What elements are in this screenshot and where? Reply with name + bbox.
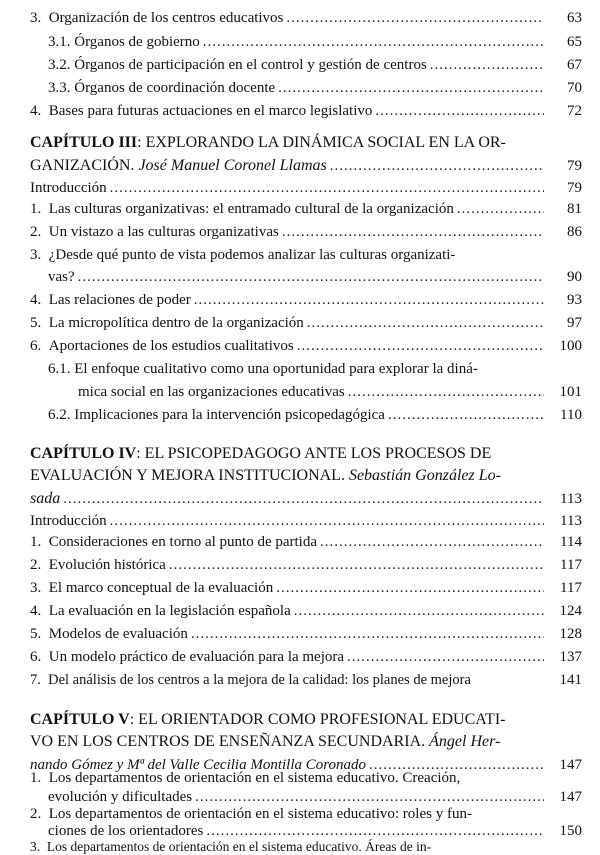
dot-leader bbox=[194, 290, 544, 310]
dot-leader bbox=[191, 624, 544, 644]
dot-leader bbox=[348, 382, 544, 402]
entry-title: ciones de los orientadores bbox=[48, 823, 204, 839]
entry-number: 6. bbox=[30, 649, 42, 665]
toc-subentry bbox=[48, 359, 582, 379]
chapter-title: GANIZACIÓN. bbox=[30, 157, 135, 174]
dot-leader bbox=[320, 532, 544, 552]
chapter-heading bbox=[30, 133, 582, 153]
entry-page: 81 bbox=[567, 201, 582, 217]
entry-title: Los departamentos de orientación en el sistema educativo. Áreas de in- bbox=[46, 839, 432, 854]
entry-page: 70 bbox=[567, 80, 582, 96]
toc-entry bbox=[30, 290, 582, 310]
entry-number: 3.3. bbox=[48, 80, 71, 96]
entry-title: Bases para futuras actuaciones en el marco legislativo bbox=[48, 103, 373, 119]
toc-entry bbox=[30, 555, 582, 575]
entry-page: 117 bbox=[560, 580, 582, 596]
chapter-title: EVALUACIÓN Y MEJORA INSTITUCIONAL. bbox=[30, 467, 345, 484]
entry-page: 67 bbox=[567, 57, 582, 73]
chapter-heading bbox=[30, 710, 582, 730]
toc-entry bbox=[30, 670, 582, 690]
entry-page: 137 bbox=[559, 649, 582, 665]
entry-page: 65 bbox=[567, 34, 582, 50]
entry-page: 63 bbox=[567, 10, 582, 26]
entry-page: 93 bbox=[567, 292, 582, 308]
entry-page: 100 bbox=[559, 338, 582, 354]
entry-number: 5. bbox=[30, 626, 42, 642]
dot-leader bbox=[110, 511, 544, 531]
entry-number: 3.2. bbox=[48, 57, 71, 73]
entry-page: 79 bbox=[567, 158, 582, 174]
dot-leader bbox=[276, 578, 544, 598]
chapter-author: Ángel Her- bbox=[429, 733, 501, 750]
entry-number: 1. bbox=[30, 770, 42, 786]
entry-page: 150 bbox=[559, 823, 582, 839]
entry-page: 90 bbox=[567, 269, 582, 285]
chapter-label: CAPÍTULO IV bbox=[30, 445, 137, 462]
dot-leader bbox=[330, 156, 544, 176]
toc-entry bbox=[30, 647, 582, 667]
entry-title: Implicaciones para la intervención psicopedagógica bbox=[74, 407, 385, 423]
entry-number: 3. bbox=[30, 247, 42, 263]
toc-entry bbox=[30, 222, 582, 242]
toc-entry bbox=[30, 199, 582, 219]
dot-leader bbox=[286, 8, 544, 28]
toc-entry bbox=[30, 101, 582, 121]
dot-leader bbox=[430, 55, 544, 75]
dot-leader bbox=[457, 199, 544, 219]
entry-title: Órganos de coordinación docente bbox=[74, 80, 276, 96]
entry-title: Consideraciones en torno al punto de partida bbox=[48, 534, 318, 550]
entry-page: 110 bbox=[560, 407, 582, 423]
entry-page: 97 bbox=[567, 315, 582, 331]
entry-title: Las relaciones de poder bbox=[48, 292, 191, 308]
toc-entry bbox=[30, 578, 582, 598]
entry-page: 113 bbox=[560, 491, 582, 507]
chapter-author: sada bbox=[30, 490, 61, 507]
entry-number: 3. bbox=[30, 839, 41, 854]
entry-title: El enfoque cualitativo como una oportunidad para explorar la diná- bbox=[74, 361, 478, 377]
entry-title: Del análisis de los centros a la mejora de la calidad: los planes de mejora bbox=[48, 672, 471, 688]
entry-number: 2. bbox=[30, 557, 42, 573]
entry-title: Modelos de evaluación bbox=[48, 626, 188, 642]
entry-title: vas? bbox=[48, 269, 75, 285]
toc-subentry bbox=[48, 55, 582, 75]
entry-title: ¿Desde qué punto de vista podemos analizar las culturas organizati- bbox=[48, 247, 456, 263]
dot-leader bbox=[63, 489, 544, 509]
entry-title: La evaluación en la legislación española bbox=[48, 603, 291, 619]
toc-entry-continued bbox=[48, 267, 582, 287]
dot-leader bbox=[282, 222, 544, 242]
chapter-author: Sebastián González Lo- bbox=[348, 467, 501, 484]
entry-page: 72 bbox=[567, 103, 582, 119]
entry-page: 141 bbox=[559, 672, 582, 688]
toc-entry bbox=[30, 532, 582, 552]
dot-leader bbox=[278, 78, 544, 98]
entry-number: 4. bbox=[30, 103, 42, 119]
dot-leader bbox=[78, 267, 544, 287]
toc-entry bbox=[30, 770, 582, 787]
chapter-author: José Manuel Coronel Llamas bbox=[138, 157, 327, 174]
dot-leader bbox=[375, 101, 544, 121]
toc-entry bbox=[30, 8, 582, 28]
entry-title: evolución y dificultades bbox=[48, 789, 193, 805]
entry-title: Organización de los centros educativos bbox=[48, 10, 284, 26]
dot-leader bbox=[388, 405, 544, 425]
entry-title: Órganos de gobierno bbox=[74, 34, 200, 50]
entry-title: Órganos de participación en el control y gestión de centros bbox=[74, 57, 427, 73]
entry-title: Introducción bbox=[30, 513, 107, 529]
entry-page: 101 bbox=[559, 384, 582, 400]
toc-entry bbox=[30, 178, 582, 198]
toc-entry bbox=[30, 839, 582, 854]
entry-title: Aportaciones de los estudios cualitativos bbox=[48, 338, 294, 354]
dot-leader bbox=[307, 313, 544, 333]
entry-number: 1. bbox=[30, 201, 42, 217]
chapter-author: nando Gómez y Mª del Valle Cecilia Montilla Coronado bbox=[30, 757, 367, 773]
toc-entry bbox=[30, 313, 582, 333]
entry-number: 2. bbox=[30, 224, 42, 240]
entry-number: 2. bbox=[30, 806, 42, 822]
chapter-heading bbox=[30, 444, 582, 464]
toc-subentry bbox=[48, 78, 582, 98]
dot-leader bbox=[203, 32, 544, 52]
dot-leader bbox=[110, 178, 544, 198]
entry-title: Evolución histórica bbox=[48, 557, 166, 573]
chapter-title: : EL ORIENTADOR COMO PROFESIONAL EDUCATI- bbox=[129, 711, 506, 728]
chapter-label: CAPÍTULO V bbox=[30, 711, 130, 728]
entry-page: 117 bbox=[560, 557, 582, 573]
toc-subentry bbox=[48, 405, 582, 425]
entry-title: Los departamentos de orientación en el sistema educativo. Creación, bbox=[48, 770, 461, 786]
entry-number: 1. bbox=[30, 534, 42, 550]
entry-title: Las culturas organizativas: el entramado cultural de la organización bbox=[48, 201, 454, 217]
toc-subentry-continued bbox=[78, 382, 582, 402]
chapter-heading-line bbox=[30, 466, 582, 486]
dot-leader bbox=[294, 601, 544, 621]
entry-page: 124 bbox=[559, 603, 582, 619]
entry-number: 6.2. bbox=[48, 407, 71, 423]
entry-page: 79 bbox=[567, 180, 582, 196]
entry-number: 6. bbox=[30, 338, 42, 354]
chapter-heading-line bbox=[30, 156, 582, 176]
entry-page: 113 bbox=[560, 513, 582, 529]
entry-title: Introducción bbox=[30, 180, 107, 196]
entry-number: 6.1. bbox=[48, 361, 71, 377]
toc-entry bbox=[30, 601, 582, 621]
entry-title: El marco conceptual de la evaluación bbox=[48, 580, 274, 596]
entry-number: 7. bbox=[30, 672, 41, 688]
entry-number: 3. bbox=[30, 10, 42, 26]
toc-subentry bbox=[48, 32, 582, 52]
entry-page: 147 bbox=[559, 757, 582, 773]
dot-leader bbox=[195, 789, 544, 806]
chapter-label: CAPÍTULO III bbox=[30, 134, 138, 151]
chapter-title: : EL PSICOPEDAGOGO ANTE LOS PROCESOS DE bbox=[136, 445, 492, 462]
toc-entry-continued bbox=[48, 823, 582, 840]
entry-page: 86 bbox=[567, 224, 582, 240]
dot-leader bbox=[347, 647, 544, 667]
entry-number: 3. bbox=[30, 580, 42, 596]
toc-entry bbox=[30, 511, 582, 531]
entry-title: mica social en las organizaciones educativas bbox=[78, 384, 345, 400]
dot-leader bbox=[206, 823, 544, 840]
chapter-title: : EXPLORANDO LA DINÁMICA SOCIAL EN LA OR- bbox=[137, 134, 506, 151]
entry-number: 3.1. bbox=[48, 34, 71, 50]
chapter-title: VO EN LOS CENTROS DE ENSEÑANZA SECUNDARIA. bbox=[30, 733, 426, 750]
toc-entry bbox=[30, 336, 582, 356]
entry-title: Los departamentos de orientación en el sistema educativo: roles y fun- bbox=[48, 806, 472, 822]
dot-leader bbox=[297, 336, 544, 356]
entry-title: Un modelo práctico de evaluación para la mejora bbox=[48, 649, 345, 665]
chapter-heading-line bbox=[30, 489, 582, 509]
entry-page: 147 bbox=[559, 789, 582, 805]
chapter-heading-line bbox=[30, 732, 582, 752]
toc-entry-continued bbox=[48, 789, 582, 806]
entry-title: Un vistazo a las culturas organizativas bbox=[48, 224, 279, 240]
entry-number: 4. bbox=[30, 603, 42, 619]
entry-number: 4. bbox=[30, 292, 42, 308]
dot-leader bbox=[169, 555, 544, 575]
entry-number: 5. bbox=[30, 315, 42, 331]
toc-entry bbox=[30, 624, 582, 644]
toc-entry bbox=[30, 806, 582, 823]
toc-entry bbox=[30, 245, 582, 265]
entry-page: 114 bbox=[560, 534, 582, 550]
entry-title: La micropolítica dentro de la organización bbox=[48, 315, 304, 331]
entry-page: 128 bbox=[559, 626, 582, 642]
